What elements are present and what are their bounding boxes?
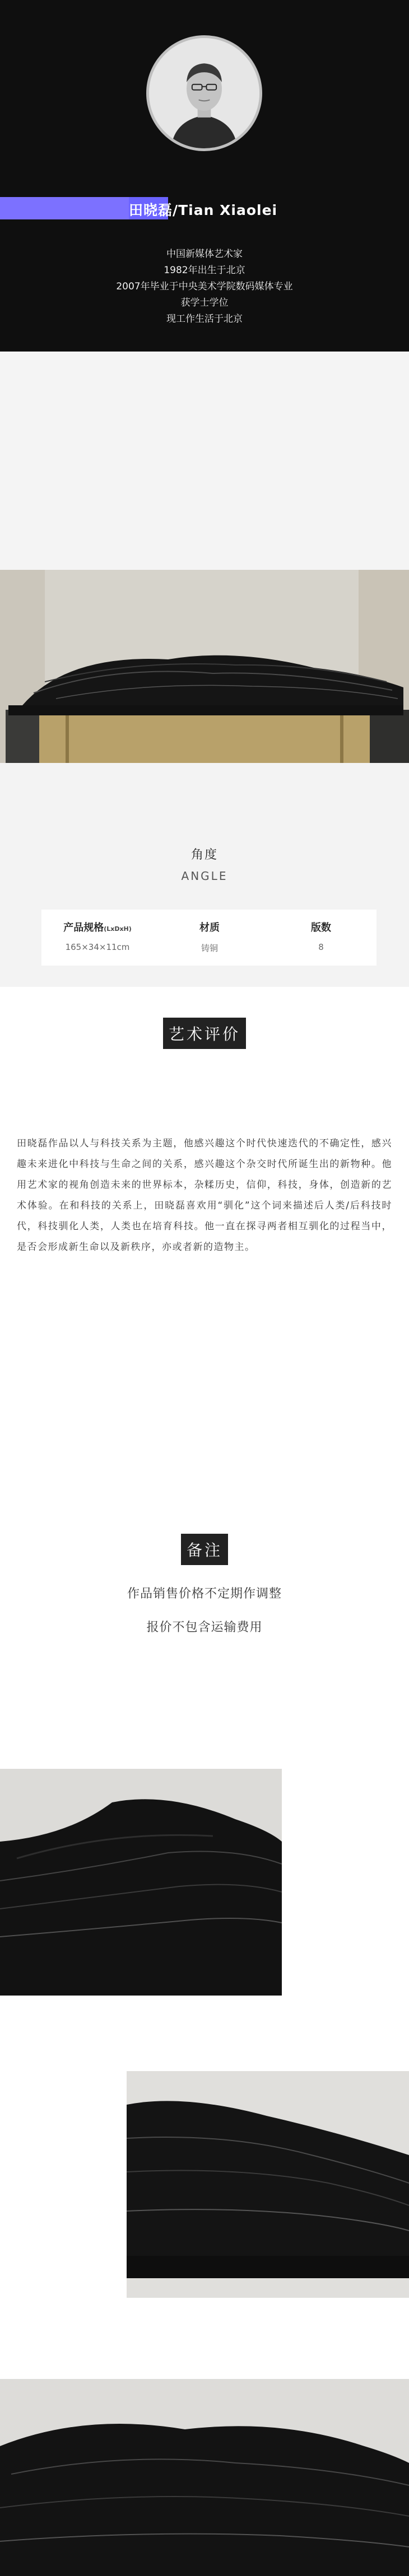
notes-title: 备注 [181, 1534, 228, 1565]
spec-size-value: 165×34×11cm [65, 942, 130, 952]
bio-line: 1982年出生于北京 [164, 265, 245, 276]
artwork-photo-3 [127, 2071, 409, 2298]
spec-edition [266, 920, 377, 952]
name-band [0, 197, 409, 219]
artist-avatar [146, 35, 262, 151]
review-title: 艺术评价 [163, 1018, 246, 1049]
artwork-photo-1 [0, 570, 409, 763]
artwork-subtitle: ANGLE [181, 869, 228, 883]
spec-material [154, 920, 266, 954]
bio-line: 获学士学位 [180, 297, 229, 308]
artist-header [0, 0, 409, 352]
spec-size-unit: (LxDxH) [104, 925, 132, 933]
bio-line: 现工作生活于北京 [166, 313, 243, 325]
artist-portrait-image [149, 38, 259, 148]
notes-heading [0, 1534, 409, 1565]
artwork-photo-4 [0, 2379, 409, 2576]
artist-bio [0, 246, 409, 327]
spacer-section [0, 352, 409, 570]
bio-line: 中国新媒体艺术家 [166, 249, 243, 260]
review-text: 田晓磊作品以人与科技关系为主题，他感兴趣这个时代快速迭代的不确定性，感兴趣未来进化中科技与生命之间的关系，感兴趣这个杂交时代所诞生出的新物种。他用艺术家的视角创造未来的世界标本，杂糅历史，信仰，科技，身体，创造新的艺术体验。在和科技的关系上，田晓磊喜欢用“驯化”这个词来描述后人类/后科技时代，科技驯化人类，人类也在培育科技。他一直在探寻两者相互驯化的过程当中，是否会形成新生命以及新秩序，亦或者新的造物主。 [17, 1138, 392, 1253]
spec-size [41, 920, 154, 952]
bio-line: 2007年毕业于中央美术学院数码媒体专业 [116, 281, 293, 292]
spec-table [41, 910, 377, 966]
spec-edition-value: 8 [318, 942, 324, 952]
artist-name: 田晓磊/Tian Xiaolei [129, 202, 278, 218]
spec-material-value: 铸铜 [201, 943, 218, 953]
artwork-photo-2 [0, 1769, 282, 1996]
name-accent-highlight [0, 197, 129, 219]
review-heading [0, 1018, 409, 1049]
note-line-price: 作品销售价格不定期作调整 [127, 1587, 282, 1601]
spec-material-label: 材质 [199, 922, 220, 934]
spec-edition-label: 版数 [311, 922, 331, 934]
artwork-title: 角度 [190, 848, 218, 862]
spec-size-label: 产品规格(LxDxH) [63, 922, 132, 934]
note-line-shipping: 报价不包含运输费用 [146, 1620, 263, 1634]
